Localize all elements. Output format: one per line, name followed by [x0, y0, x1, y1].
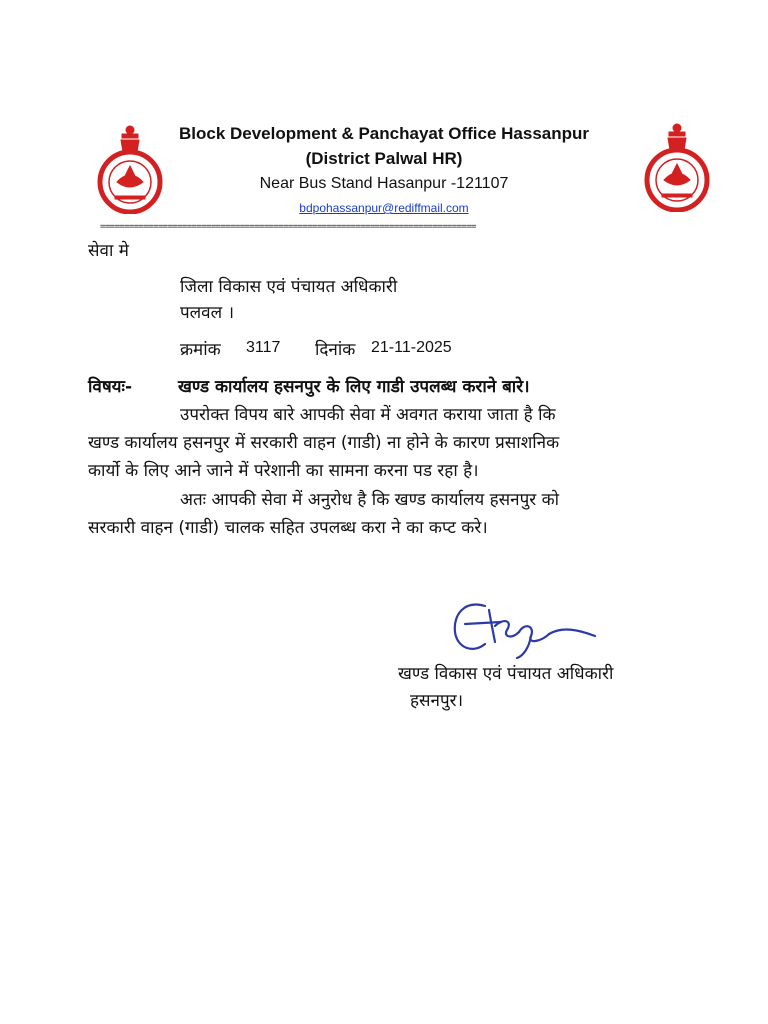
signatory-designation: खण्ड विकास एवं पंचायत अधिकारी: [398, 664, 614, 684]
subject-label: विषयः-: [88, 377, 133, 397]
office-email-link[interactable]: bdpohassanpur@rediffmail.com: [299, 201, 469, 215]
recipient-designation: जिला विकास एवं पंचायत अधिकारी: [180, 277, 398, 297]
signatory-place: हसनपुर।: [410, 691, 464, 711]
body-para1-line3: कार्यो के लिए आने जाने में परेशानी का सामना करना पड रहा है।: [88, 461, 479, 481]
subject-text: खण्ड कार्यालय हसनपुर के लिए गाडी उपलब्ध कराने बारे।: [178, 377, 530, 397]
date-label: दिनांक: [315, 340, 356, 360]
office-address: Near Bus Stand Hasanpur -121107: [259, 175, 509, 192]
recipient-place: पलवल ।: [180, 303, 235, 323]
signature-icon: [445, 596, 605, 664]
date-value: 21-11-2025: [371, 339, 452, 356]
reference-number: 3117: [246, 339, 281, 356]
body-para1-line1: उपरोक्त विपय बारे आपकी सेवा में अवगत कराया जाता है कि: [180, 405, 556, 425]
body-para1-line2: खण्ड कार्यालय हसनपुर में सरकारी वाहन (गाडी) ना होने के कारण प्रसाशनिक: [88, 433, 560, 453]
reference-label: क्रमांक: [180, 340, 221, 360]
body-para2-line2: सरकारी वाहन (गाडी) चालक सहित उपलब्ध करा ने का कप्ट करे।: [88, 518, 488, 538]
office-title: Block Development & Panchayat Office Hassanpur: [178, 124, 590, 143]
header-separator: ==============================================================================: [100, 222, 476, 232]
salutation: सेवा मे: [88, 241, 129, 261]
body-para2-line1: अतः आपकी सेवा में अनुरोध है कि खण्ड कार्यालय हसनपुर को: [180, 490, 560, 510]
office-district: (District Palwal HR): [305, 149, 463, 168]
